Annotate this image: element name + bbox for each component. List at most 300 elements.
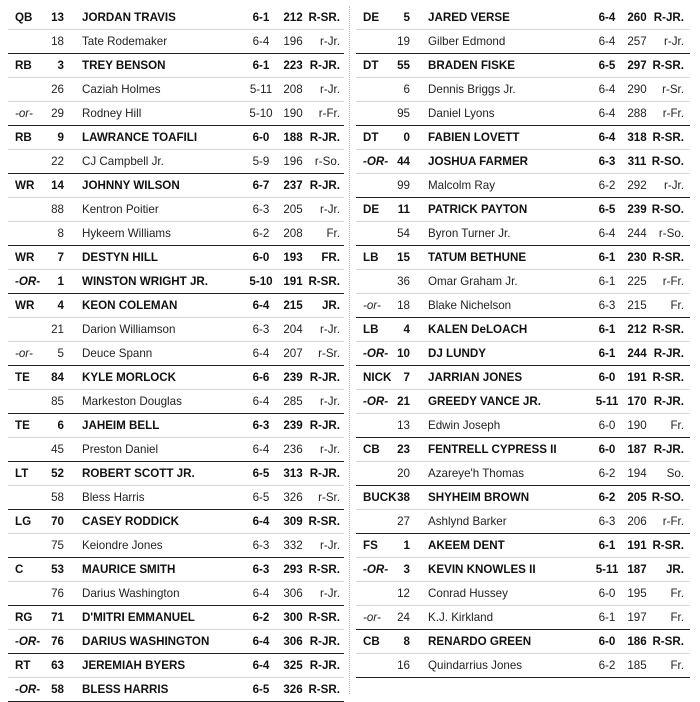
position-label: FS — [363, 539, 378, 552]
backup-row — [8, 485, 344, 509]
player-class: R-SR. — [652, 59, 684, 72]
player-weight: 326 — [283, 491, 303, 504]
player-height: 6-2 — [252, 227, 270, 240]
player-class: Fr. — [670, 299, 684, 312]
jersey-number: 54 — [397, 227, 410, 240]
player-weight: 260 — [627, 11, 647, 24]
starter-row — [356, 389, 690, 413]
player-class: R-SR. — [308, 563, 340, 576]
player-name: JORDAN TRAVIS — [82, 11, 176, 24]
position-group — [8, 246, 344, 294]
jersey-number: 1 — [57, 275, 64, 288]
player-class: R-SR. — [652, 635, 684, 648]
position-label: -OR- — [15, 683, 41, 696]
player-height: 6-1 — [598, 539, 616, 552]
player-name: DJ LUNDY — [428, 347, 486, 360]
position-label: QB — [15, 11, 33, 24]
backup-row — [8, 149, 344, 173]
backup-row — [356, 581, 690, 605]
player-class: r-Jr. — [320, 35, 340, 48]
jersey-number: 11 — [397, 203, 410, 216]
player-name: Keiondre Jones — [82, 539, 163, 552]
player-class: r-Sr. — [662, 83, 684, 96]
position-label: RT — [15, 659, 31, 672]
player-height: 6-3 — [252, 323, 270, 336]
jersey-number: 52 — [51, 467, 64, 480]
jersey-number: 21 — [397, 395, 410, 408]
defense-depth-chart — [356, 6, 690, 678]
jersey-number: 12 — [397, 587, 410, 600]
player-weight: 309 — [283, 515, 303, 528]
jersey-number: 18 — [51, 35, 64, 48]
starter-row — [8, 629, 344, 653]
starter-row — [356, 341, 690, 365]
jersey-number: 70 — [51, 515, 64, 528]
starter-row — [8, 654, 344, 677]
player-name: JARED VERSE — [428, 11, 510, 24]
player-weight: 230 — [627, 251, 647, 264]
position-group — [356, 366, 690, 438]
player-class: Fr. — [670, 611, 684, 624]
player-name: TATUM BETHUNE — [428, 251, 527, 264]
position-label: DE — [363, 11, 380, 24]
player-height: 6-4 — [598, 227, 616, 240]
player-class: R-JR. — [653, 11, 684, 24]
player-height: 6-3 — [598, 155, 616, 168]
player-name: FENTRELL CYPRESS II — [428, 443, 557, 456]
backup-row — [356, 461, 690, 485]
starter-row — [8, 246, 344, 269]
player-name: Byron Turner Jr. — [428, 227, 511, 240]
position-group — [8, 462, 344, 510]
jersey-number: 95 — [397, 107, 410, 120]
player-height: 6-0 — [252, 131, 270, 144]
player-class: R-JR. — [653, 395, 684, 408]
player-name: ROBERT SCOTT JR. — [82, 467, 195, 480]
player-height: 6-5 — [598, 203, 616, 216]
starter-row — [356, 149, 690, 173]
player-name: KALEN DeLOACH — [428, 323, 528, 336]
position-group — [356, 126, 690, 198]
player-weight: 311 — [627, 155, 647, 168]
player-name: Deuce Spann — [82, 347, 153, 360]
position-label: WR — [15, 299, 35, 312]
starter-row — [8, 606, 344, 629]
player-weight: 297 — [627, 59, 647, 72]
position-label: RG — [15, 611, 33, 624]
player-weight: 292 — [627, 179, 647, 192]
player-height: 6-3 — [598, 299, 616, 312]
position-group — [8, 414, 344, 462]
player-weight: 257 — [627, 35, 647, 48]
position-label: BUCK — [363, 491, 397, 504]
player-class: R-JR. — [309, 467, 340, 480]
player-name: KEVIN KNOWLES II — [428, 563, 536, 576]
starter-row — [8, 558, 344, 581]
starter-row — [8, 510, 344, 533]
player-name: Bless Harris — [82, 491, 145, 504]
backup-row — [356, 269, 690, 293]
player-name: JAHEIM BELL — [82, 419, 160, 432]
position-group — [8, 294, 344, 366]
player-weight: 237 — [283, 179, 303, 192]
player-class: r-Jr. — [320, 83, 340, 96]
player-class: r-Jr. — [320, 587, 340, 600]
player-class: r-Jr. — [320, 323, 340, 336]
player-weight: 212 — [283, 11, 303, 24]
player-class: R-SO. — [651, 155, 684, 168]
jersey-number: 22 — [51, 155, 64, 168]
player-class: R-SR. — [652, 251, 684, 264]
player-name: KEON COLEMAN — [82, 299, 178, 312]
position-label: -OR- — [15, 275, 41, 288]
position-group — [356, 198, 690, 246]
player-height: 5-10 — [249, 275, 273, 288]
player-height: 6-0 — [598, 371, 616, 384]
player-class: R-SR. — [652, 131, 684, 144]
player-weight: 205 — [283, 203, 303, 216]
jersey-number: 63 — [51, 659, 64, 672]
starter-row — [356, 6, 690, 29]
offense-depth-chart — [8, 6, 344, 702]
player-class: r-Sr. — [318, 347, 340, 360]
backup-row — [8, 581, 344, 605]
player-name: WINSTON WRIGHT JR. — [82, 275, 209, 288]
player-height: 6-0 — [598, 443, 616, 456]
position-label: WR — [15, 251, 35, 264]
player-height: 6-4 — [252, 635, 270, 648]
player-name: Preston Daniel — [82, 443, 159, 456]
player-weight: 239 — [627, 203, 647, 216]
player-weight: 293 — [283, 563, 303, 576]
player-height: 6-2 — [252, 611, 270, 624]
jersey-number: 8 — [403, 635, 410, 648]
player-weight: 239 — [283, 371, 303, 384]
player-weight: 239 — [283, 419, 303, 432]
player-class: R-SR. — [308, 683, 340, 696]
player-height: 6-4 — [252, 299, 270, 312]
player-name: Azareye'h Thomas — [428, 467, 525, 480]
player-weight: 332 — [283, 539, 303, 552]
player-name: Hykeem Williams — [82, 227, 171, 240]
starter-row — [356, 630, 690, 653]
player-height: 5-10 — [249, 107, 273, 120]
player-height: 6-5 — [252, 683, 270, 696]
player-height: 6-0 — [598, 635, 616, 648]
player-name: Omar Graham Jr. — [428, 275, 518, 288]
jersey-number: 16 — [397, 659, 410, 672]
player-class: So. — [666, 467, 684, 480]
player-class: Fr. — [670, 419, 684, 432]
player-height: 6-4 — [252, 443, 270, 456]
player-name: Rodney Hill — [82, 107, 142, 120]
jersey-number: 4 — [57, 299, 64, 312]
player-weight: 215 — [283, 299, 303, 312]
position-group — [356, 318, 690, 366]
position-group — [356, 246, 690, 318]
jersey-number: 20 — [397, 467, 410, 480]
player-name: Kentron Poitier — [82, 203, 159, 216]
player-class: R-JR. — [309, 659, 340, 672]
player-name: Blake Nichelson — [428, 299, 512, 312]
player-weight: 236 — [283, 443, 303, 456]
player-name: MAURICE SMITH — [82, 563, 176, 576]
position-label: -or- — [363, 611, 381, 624]
position-label: -or- — [15, 347, 33, 360]
starter-row — [356, 366, 690, 389]
jersey-number: 27 — [397, 515, 410, 528]
position-group — [356, 54, 690, 126]
player-name: Edwin Joseph — [428, 419, 501, 432]
jersey-number: 58 — [51, 491, 64, 504]
jersey-number: 24 — [397, 611, 410, 624]
position-label: -OR- — [15, 635, 41, 648]
player-class: Fr. — [670, 659, 684, 672]
player-class: R-JR. — [309, 419, 340, 432]
player-class: r-Fr. — [318, 107, 340, 120]
player-name: CASEY RODDICK — [82, 515, 180, 528]
position-label: LB — [363, 251, 379, 264]
player-weight: 306 — [283, 587, 303, 600]
player-class: r-Jr. — [320, 443, 340, 456]
player-class: r-Jr. — [320, 539, 340, 552]
player-height: 5-11 — [595, 563, 619, 576]
player-class: R-SR. — [652, 539, 684, 552]
player-weight: 318 — [627, 131, 647, 144]
starter-row — [8, 677, 344, 701]
player-name: Darion Williamson — [82, 323, 176, 336]
player-class: R-SR. — [652, 323, 684, 336]
position-group — [8, 174, 344, 246]
player-class: R-SR. — [652, 371, 684, 384]
player-weight: 191 — [627, 539, 647, 552]
player-class: R-SR. — [308, 611, 340, 624]
backup-row — [8, 101, 344, 125]
jersey-number: 5 — [57, 347, 64, 360]
player-weight: 204 — [283, 323, 303, 336]
position-group — [356, 630, 690, 678]
player-name: D'MITRI EMMANUEL — [82, 611, 195, 624]
player-class: R-JR. — [653, 347, 684, 360]
player-name: Daniel Lyons — [428, 107, 495, 120]
jersey-number: 99 — [397, 179, 410, 192]
position-label: LB — [363, 323, 379, 336]
backup-row — [356, 509, 690, 533]
player-height: 6-1 — [598, 347, 616, 360]
jersey-number: 76 — [51, 587, 64, 600]
position-group — [8, 126, 344, 174]
player-weight: 186 — [627, 635, 647, 648]
player-class: R-SR. — [308, 275, 340, 288]
jersey-number: 5 — [403, 11, 410, 24]
position-group — [356, 534, 690, 630]
player-height: 6-5 — [598, 59, 616, 72]
player-class: r-Fr. — [662, 107, 684, 120]
starter-row — [356, 486, 690, 509]
player-weight: 190 — [283, 107, 303, 120]
player-height: 6-5 — [252, 491, 270, 504]
player-weight: 290 — [627, 83, 647, 96]
player-name: SHYHEIM BROWN — [428, 491, 530, 504]
position-label: CB — [363, 443, 380, 456]
player-name: FABIEN LOVETT — [428, 131, 520, 144]
backup-row — [8, 317, 344, 341]
position-label: WR — [15, 179, 35, 192]
player-weight: 187 — [627, 443, 647, 456]
backup-row — [356, 605, 690, 629]
player-weight: 300 — [283, 611, 303, 624]
player-name: AKEEM DENT — [428, 539, 505, 552]
player-class: R-SO. — [651, 203, 684, 216]
player-weight: 244 — [627, 227, 647, 240]
player-weight: 212 — [627, 323, 647, 336]
backup-row — [8, 29, 344, 53]
player-class: r-Jr. — [320, 203, 340, 216]
player-weight: 196 — [283, 155, 303, 168]
player-weight: 215 — [627, 299, 647, 312]
player-class: r-Fr. — [662, 515, 684, 528]
player-name: K.J. Kirkland — [428, 611, 494, 624]
player-height: 6-0 — [598, 587, 616, 600]
player-name: KYLE MORLOCK — [82, 371, 177, 384]
player-height: 5-11 — [249, 83, 273, 96]
player-name: JOHNNY WILSON — [82, 179, 180, 192]
player-height: 6-1 — [598, 251, 616, 264]
backup-row — [356, 653, 690, 677]
jersey-number: 13 — [397, 419, 410, 432]
player-weight: 313 — [283, 467, 303, 480]
backup-row — [8, 341, 344, 365]
player-height: 6-1 — [252, 11, 270, 24]
jersey-number: 15 — [397, 251, 410, 264]
player-weight: 225 — [627, 275, 647, 288]
starter-row — [356, 438, 690, 461]
player-class: r-Fr. — [662, 275, 684, 288]
player-height: 6-2 — [598, 659, 616, 672]
position-group — [8, 606, 344, 654]
player-name: PATRICK PAYTON — [428, 203, 528, 216]
position-label: -OR- — [363, 347, 389, 360]
jersey-number: 3 — [403, 563, 410, 576]
player-weight: 197 — [627, 611, 647, 624]
player-height: 6-6 — [252, 371, 270, 384]
player-weight: 207 — [283, 347, 303, 360]
player-weight: 205 — [627, 491, 647, 504]
player-class: R-JR. — [309, 131, 340, 144]
player-height: 6-4 — [598, 107, 616, 120]
backup-row — [356, 101, 690, 125]
player-weight: 223 — [283, 59, 303, 72]
starter-row — [8, 269, 344, 293]
player-weight: 193 — [283, 251, 303, 264]
player-weight: 206 — [627, 515, 647, 528]
jersey-number: 4 — [403, 323, 410, 336]
starter-row — [356, 318, 690, 341]
player-weight: 187 — [627, 563, 647, 576]
backup-row — [8, 221, 344, 245]
position-group — [8, 558, 344, 606]
player-name: Ashlynd Barker — [428, 515, 507, 528]
position-label: CB — [363, 635, 380, 648]
jersey-number: 88 — [51, 203, 64, 216]
position-group — [356, 6, 690, 54]
player-weight: 326 — [283, 683, 303, 696]
player-height: 6-3 — [252, 563, 270, 576]
jersey-number: 13 — [51, 11, 64, 24]
player-name: Dennis Briggs Jr. — [428, 83, 516, 96]
player-class: R-SR. — [308, 515, 340, 528]
starter-row — [8, 414, 344, 437]
position-label: -or- — [15, 107, 33, 120]
backup-row — [8, 437, 344, 461]
position-label: -OR- — [363, 155, 389, 168]
player-height: 6-1 — [598, 323, 616, 336]
jersey-number: 8 — [57, 227, 64, 240]
player-weight: 185 — [627, 659, 647, 672]
jersey-number: 19 — [397, 35, 410, 48]
player-class: r-So. — [658, 227, 684, 240]
column-divider — [349, 6, 350, 694]
position-group — [8, 654, 344, 702]
player-name: RENARDO GREEN — [428, 635, 532, 648]
player-name: JOSHUA FARMER — [428, 155, 529, 168]
player-height: 6-4 — [252, 395, 270, 408]
position-group — [8, 54, 344, 126]
jersey-number: 53 — [51, 563, 64, 576]
position-label: DT — [363, 59, 379, 72]
player-class: r-Jr. — [320, 395, 340, 408]
backup-row — [8, 389, 344, 413]
jersey-number: 9 — [57, 131, 64, 144]
player-class: r-So. — [314, 155, 340, 168]
position-label: LT — [15, 467, 29, 480]
position-label: TE — [15, 419, 30, 432]
jersey-number: 3 — [57, 59, 64, 72]
player-weight: 191 — [627, 371, 647, 384]
position-group — [8, 510, 344, 558]
position-label: NICK — [363, 371, 392, 384]
jersey-number: 18 — [397, 299, 410, 312]
backup-row — [356, 221, 690, 245]
position-label: C — [15, 563, 24, 576]
player-height: 6-1 — [598, 611, 616, 624]
player-weight: 195 — [627, 587, 647, 600]
starter-row — [8, 366, 344, 389]
player-class: R-JR. — [309, 179, 340, 192]
jersey-number: 84 — [51, 371, 64, 384]
player-name: TREY BENSON — [82, 59, 166, 72]
player-height: 5-11 — [595, 395, 619, 408]
player-height: 6-4 — [598, 83, 616, 96]
player-class: FR. — [321, 251, 340, 264]
player-name: Malcolm Ray — [428, 179, 495, 192]
backup-row — [356, 413, 690, 437]
player-weight: 325 — [283, 659, 303, 672]
player-weight: 194 — [627, 467, 647, 480]
jersey-number: 55 — [397, 59, 410, 72]
player-name: Tate Rodemaker — [82, 35, 168, 48]
player-class: Fr. — [670, 587, 684, 600]
player-height: 6-5 — [252, 467, 270, 480]
jersey-number: 85 — [51, 395, 64, 408]
player-weight: 196 — [283, 35, 303, 48]
backup-row — [8, 197, 344, 221]
player-class: r-Jr. — [664, 179, 684, 192]
jersey-number: 6 — [57, 419, 64, 432]
player-name: DESTYN HILL — [82, 251, 159, 264]
player-height: 6-2 — [598, 179, 616, 192]
player-height: 6-4 — [252, 659, 270, 672]
